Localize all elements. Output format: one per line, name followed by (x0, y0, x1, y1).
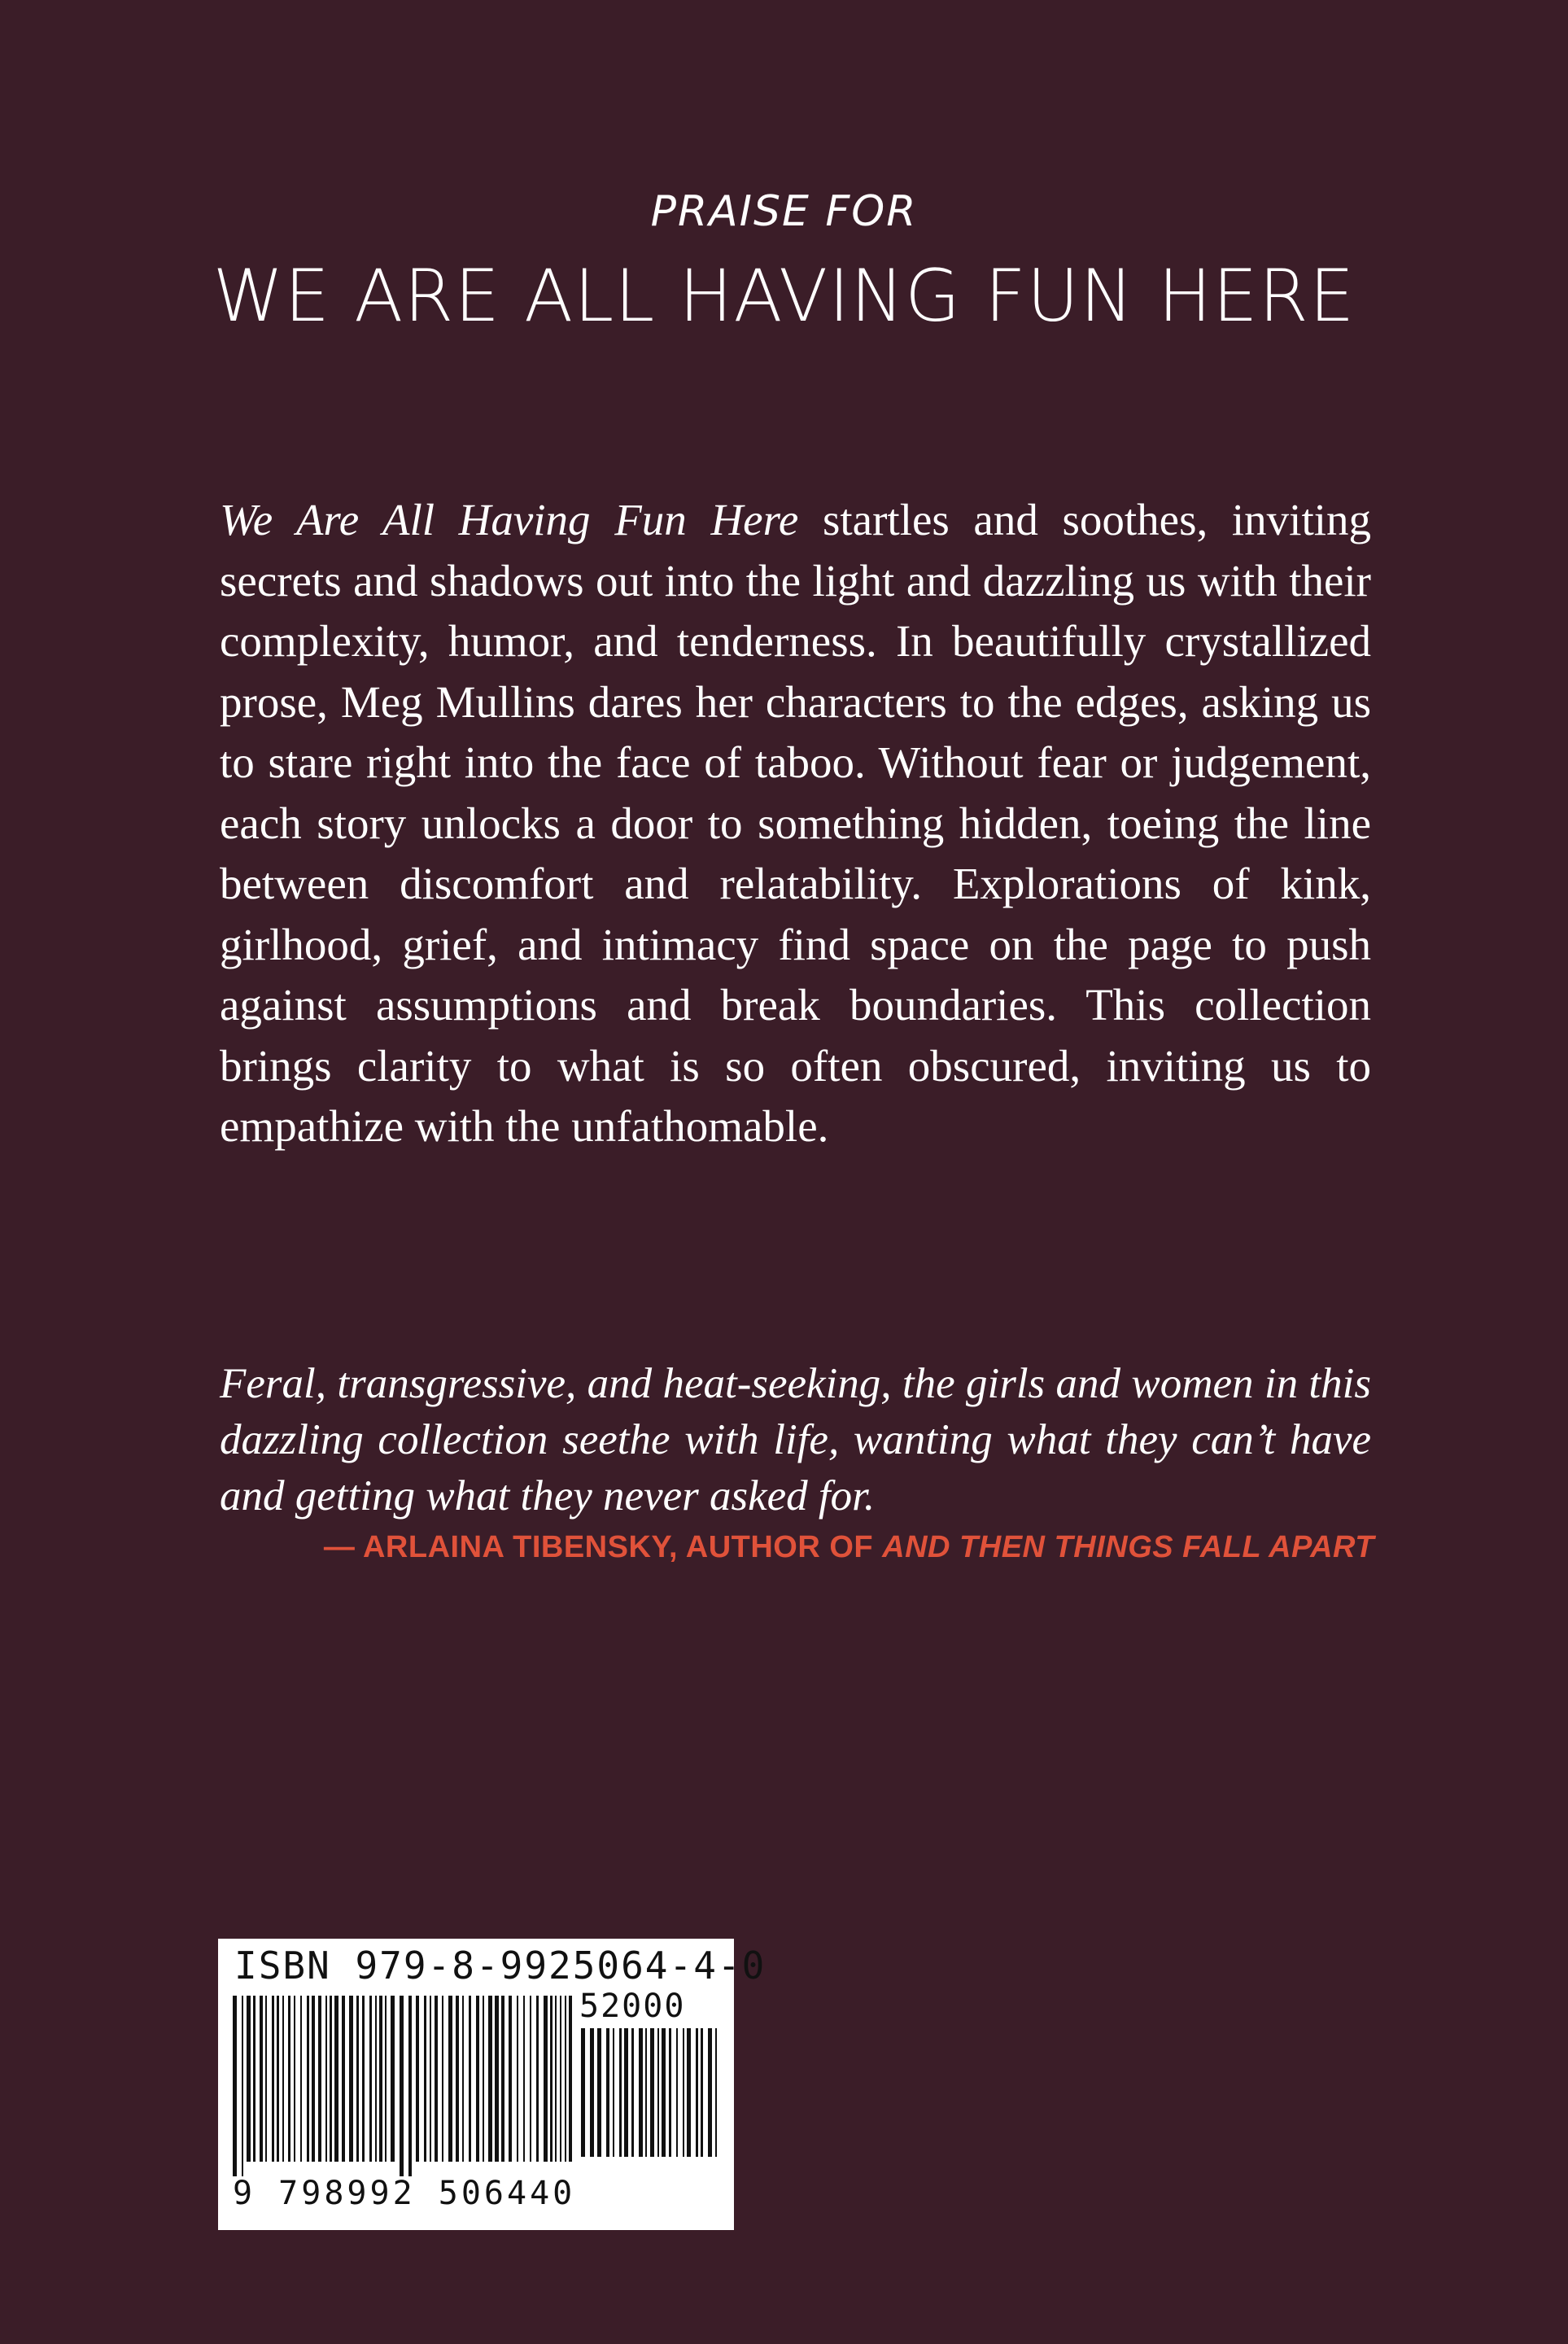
blurb-book-title: We Are All Having Fun Here (220, 495, 799, 544)
barcode-bar (416, 1996, 419, 2162)
barcode-bar (509, 1996, 512, 2162)
barcode-bar (550, 1996, 553, 2162)
barcode-bar (282, 1996, 284, 2162)
attribution-book-title: AND THEN THINGS FALL APART (882, 1530, 1374, 1564)
barcode-bar (288, 1996, 290, 2162)
praise-quote: Feral, transgressive, and heat-seeking, the girls and women in this dazzling collection seethe with life, wanting what they can’t have and getting what they never asked for. (220, 1360, 1371, 1520)
barcode-bar (517, 1996, 518, 2162)
barcode-bar (325, 1996, 327, 2162)
barcode-bar (590, 2028, 594, 2157)
barcode-bar (488, 1996, 492, 2162)
barcode-bar (369, 1996, 372, 2162)
blurb-paragraph (220, 490, 1371, 1157)
barcode-bar (501, 1996, 504, 2162)
barcode-bar (456, 1996, 459, 2162)
barcode-bar (701, 2028, 703, 2157)
barcode-bar (318, 1996, 321, 2162)
barcode-bar (483, 1996, 484, 2162)
barcode-bar (247, 1996, 251, 2162)
barcode-bar (597, 2028, 601, 2157)
barcode-bar (476, 1996, 479, 2162)
barcode-bar (272, 1996, 274, 2162)
barcode-bar (631, 2028, 634, 2157)
barcode-bar (645, 2028, 647, 2157)
barcode-bar (696, 2028, 698, 2157)
barcode-bar (715, 2028, 717, 2157)
price-code: 52000 (579, 1988, 686, 2025)
barcode-bar (555, 1996, 557, 2162)
barcode-bar (619, 2028, 622, 2157)
isbn-barcode-box (218, 1939, 767, 2230)
praise-for-label: PRAISE FOR (650, 187, 918, 236)
barcode-bar (362, 1996, 365, 2162)
isbn-label: ISBN 979-8-9925064-4-0 (234, 1944, 767, 1988)
attribution-author: — ARLAINA TIBENSKY, AUTHOR OF (323, 1530, 883, 1564)
barcode-bar (430, 1996, 431, 2162)
barcode-bar (683, 2028, 684, 2157)
barcode-bar (639, 2028, 643, 2157)
barcode-bar (569, 1996, 572, 2162)
barcode-bar (530, 1996, 531, 2162)
barcode-bar (300, 1996, 302, 2162)
barcode-bar (334, 1996, 338, 2162)
barcode-bar (424, 1996, 426, 2162)
barcode-bar (307, 1996, 309, 2162)
barcode-bar (391, 1996, 395, 2162)
barcode-bar (260, 1996, 263, 2162)
barcode-bar (233, 1996, 237, 2176)
barcode-bar (265, 1996, 267, 2162)
barcode-bar (687, 2028, 691, 2157)
barcode-bar (650, 2028, 654, 2157)
barcode-bar (385, 1996, 387, 2162)
barcode-bar (242, 1996, 243, 2176)
barcode-bar (408, 1996, 412, 2176)
barcode-bar (448, 1996, 452, 2162)
barcode-bar (606, 2028, 609, 2157)
barcode-bar (676, 2028, 678, 2157)
barcode-bar (560, 1996, 561, 2162)
barcode-bar (544, 1996, 548, 2162)
barcode-bar (462, 1996, 464, 2162)
barcode-bar (523, 1996, 525, 2162)
barcode-bar (277, 1996, 279, 2162)
barcode-bar (312, 1996, 315, 2162)
barcode-bar (708, 2028, 712, 2157)
barcode-bar (669, 2028, 671, 2157)
barcode-bar (356, 1996, 359, 2162)
barcode-bar (400, 1996, 404, 2176)
barcode-bar (330, 1996, 332, 2162)
barcode-bar (435, 1996, 438, 2162)
barcode-bar (375, 1996, 377, 2162)
quote-attribution (324, 1530, 1374, 1565)
barcode-bar (253, 1996, 256, 2162)
barcode-bar (565, 1996, 566, 2162)
barcode-bar (294, 1996, 295, 2162)
barcode-bar (536, 1996, 539, 2162)
barcode-bar (342, 1996, 345, 2162)
barcode-bar (469, 1996, 471, 2162)
barcode-bar (349, 1996, 353, 2162)
barcode-bar (442, 1996, 443, 2162)
barcode-bar (662, 2028, 666, 2157)
blurb-text: startles and soothes, inviting secrets and shadows out into the light and dazzling us with their complexity, humor, and tenderness. In beautifully crystallized prose, Meg Mullins dares her characters to the edges, asking us to stare right into the face of taboo. Without fear or judgement, each story unlocks a door to something hidden, toeing the line between discomfort and relatability. Explorations of kink, girlhood, grief, and intimacy find space on the page to push against assumptions and break boundaries. This collection brings clarity to what is so often obscured, inviting us to empathize with the unfathomable. (220, 495, 1372, 1151)
barcode-bar (581, 2028, 585, 2157)
barcode-bar (613, 2028, 614, 2157)
barcode-bar (495, 1996, 499, 2162)
price-addon-barcode (579, 2028, 718, 2215)
barcode-bar (657, 2028, 659, 2157)
barcode-bar (624, 2028, 628, 2157)
book-title: WE ARE ALL HAVING FUN HERE (212, 254, 1356, 338)
ean-barcode (231, 1996, 573, 2176)
ean-digits: 9 798992 506440 (233, 2175, 576, 2212)
barcode-bar (379, 1996, 382, 2162)
